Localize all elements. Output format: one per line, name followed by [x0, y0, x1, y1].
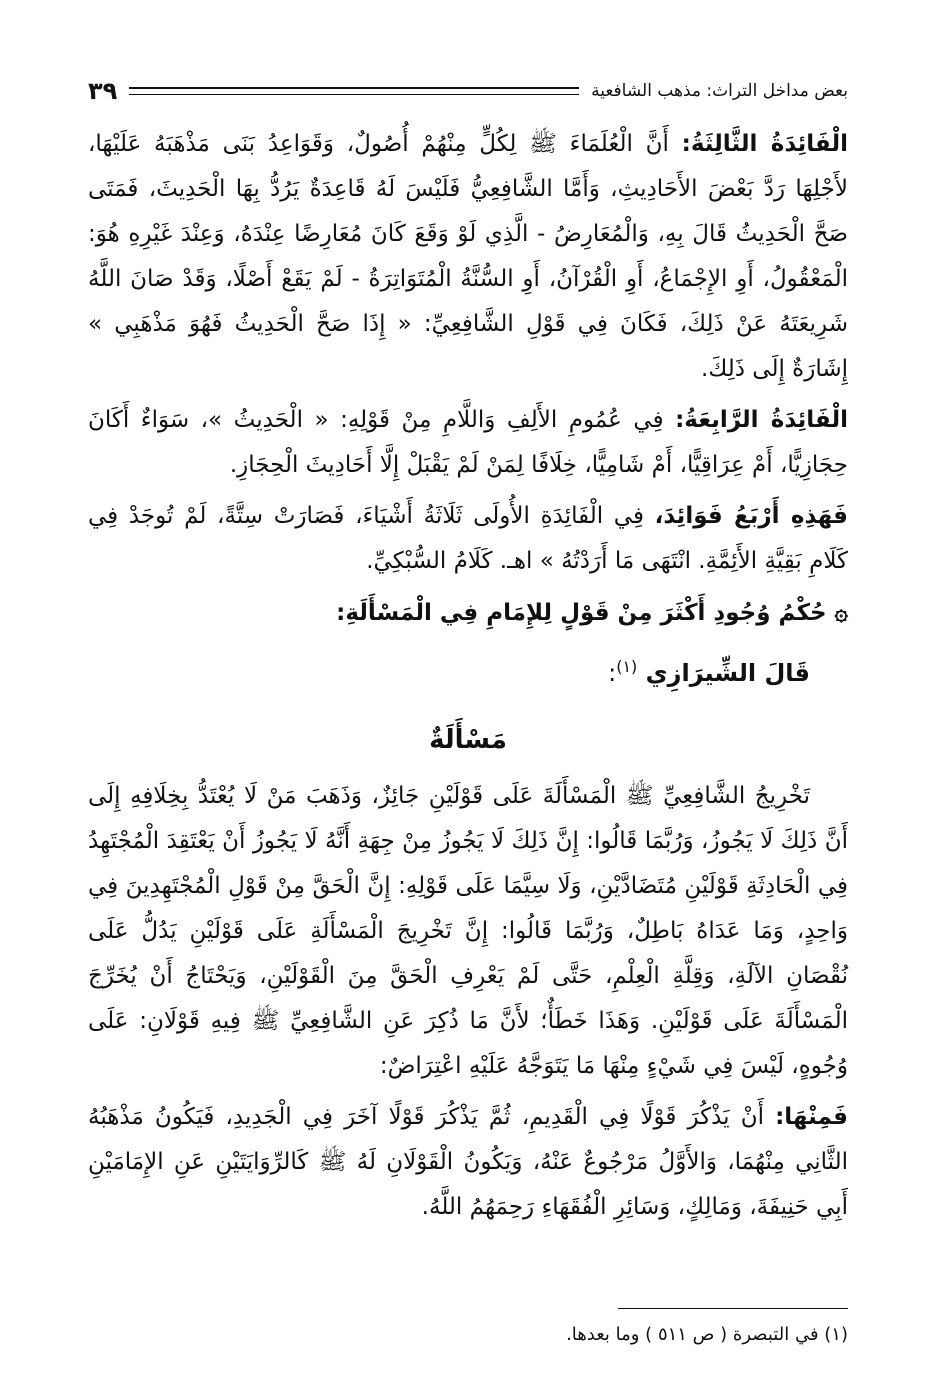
ornament-icon: ۞	[834, 600, 848, 626]
paragraph-fourth-benefit	[88, 398, 848, 488]
header-double-rule	[129, 87, 579, 95]
paragraph-lead: الْفَائِدَةُ الرَّابِعَةُ:	[675, 407, 848, 433]
page-number: ٣٩	[88, 77, 118, 105]
paragraph-first-aspect	[88, 1095, 848, 1230]
section-heading-text: حُكْمُ وُجُودِ أَكْثَرَ مِنْ قَوْلٍ لِلإِمَامِ فِي الْمَسْأَلَةِ:	[336, 600, 827, 626]
paragraph-text: فِي عُمُومِ الأَلِفِ وَاللَّامِ مِنْ قَوْلِهِ: « الْحَدِيثُ »، سَوَاءٌ أَكَانَ حِجَازِيًّا، أَمْ عِرَاقِيًّا، أَمْ شَامِيًّا، خِلَافًا لِمَنْ لَمْ يَقْبَلْ إِلَّا أَحَادِيثَ الْحِجَازِ.	[88, 407, 848, 478]
footnote-separator	[618, 1308, 848, 1309]
attribution-text: قَالَ الشِّيرَازِي	[645, 659, 810, 687]
paragraph-lead: فَمِنْهَا:	[775, 1104, 848, 1130]
paragraph-text: أَنْ يَذْكُرَ قَوْلًا فِي الْقَدِيمِ، ثُمَّ يَذْكُرَ قَوْلًا آخَرَ فِي الْجَدِيدِ، فَيَكُونُ مَذْهَبُهُ الثَّانِي مِنْهُمَا، وَالأَوَّلُ مَرْجُوعٌ عَنْهُ، وَيَكُونُ الْقَوْلَانِ لَهُ ﷺ كَالرِّوَايَتَيْنِ عَنِ الإِمَامَيْنِ أَبِي حَنِيفَةَ، وَمَالِكٍ، وَسَائِرِ الْفُقَهَاءِ رَحِمَهُمُ اللَّهُ.	[88, 1104, 848, 1220]
book-page	[88, 70, 848, 1370]
body-text	[88, 122, 848, 1230]
attribution-colon: :	[608, 659, 617, 687]
running-header	[88, 76, 848, 106]
paragraph-issue-body	[88, 774, 848, 1089]
issue-title: مَسْأَلَةٌ	[429, 725, 507, 755]
running-header-title: بعض مداخل التراث: مذهب الشافعية	[591, 81, 848, 101]
section-heading	[88, 590, 848, 636]
footnote-ref: (١)	[616, 657, 638, 676]
paragraph-text: أَنَّ الْعُلَمَاءَ ﷺ لِكُلٍّ مِنْهُمْ أُصُولٌ، وَقَوَاعِدُ بَنَى مَذْهَبَهُ عَلَيْهَا، لأَجْلِهَا رَدَّ بَعْضَ الأَحَادِيثِ، وَأَمَّا الشَّافِعِيُّ فَلَيْسَ لَهُ قَاعِدَةٌ يَرُدُّ بِهَا الْحَدِيثَ، فَمَتَى صَحَّ الْحَدِيثُ قَالَ بِهِ، وَالْمُعَارِضُ - الَّذِي لَوْ وَقَعَ كَانَ مُعَارِضًا عِنْدَهُ، وَعِنْدَ غَيْرِهِ هُوَ: الْمَعْقُولُ، أَوِ الإِجْمَاعُ، أَوِ الْقُرْآنُ، أَوِ السُّنَّةُ الْمُتَوَاتِرَةُ - لَمْ يَقَعْ أَصْلًا، وَقَدْ صَانَ اللَّهُ شَرِيعَتَهُ عَنْ ذَلِكَ، فَكَانَ فِي قَوْلِ الشَّافِعِيِّ: « إِذَا صَحَّ الْحَدِيثُ فَهُوَ مَذْهَبِي » إِشَارَةٌ إِلَى ذَلِكَ.	[88, 131, 848, 382]
paragraph-text: تَخْرِيجُ الشَّافِعِيِّ ﷺ الْمَسْأَلَةَ عَلَى قَوْلَيْنِ جَائِزٌ، وَذَهَبَ مَنْ لَا يُعْتَدُّ بِخِلَافِهِ إِلَى أَنَّ ذَلِكَ لَا يَجُوزُ، وَرُبَّمَا قَالُوا: إِنَّ ذَلِكَ لَا يَجُوزُ مِنْ جِهَةِ أَنَّهُ لَا يَجُوزُ أَنْ يَعْتَقِدَ الْمُجْتَهِدُ فِي الْحَادِثَةِ قَوْلَيْنِ مُتَضَادَّيْنِ، وَلَا سِيَّمَا عَلَى قَوْلِهِ: إِنَّ الْحَقَّ مِنْ قَوْلِ الْمُجْتَهِدِينَ فِي وَاحِدٍ، وَمَا عَدَاهُ بَاطِلٌ، وَرُبَّمَا قَالُوا: إِنَّ تَخْرِيجَ الْمَسْأَلَةِ عَلَى قَوْلَيْنِ يَدُلُّ عَلَى نُقْصَانِ الآلَةِ، وَقِلَّةِ الْعِلْمِ، حَتَّى لَمْ يَعْرِفِ الْحَقَّ مِنَ الْقَوْلَيْنِ، وَيَحْتَاجُ أَنْ يُخَرِّجَ الْمَسْأَلَةَ عَلَى قَوْلَيْنِ. وَهَذَا خَطَأٌ؛ لأَنَّ مَا ذُكِرَ عَنِ الشَّافِعِيِّ ﷺ فِيهِ قَوْلَانِ: عَلَى وُجُوهٍ، لَيْسَ فِي شَيْءٍ مِنْهَا مَا يَتَوَجَّهُ عَلَيْهِ اعْتِرَاضٌ:	[88, 783, 848, 1079]
paragraph-lead: فَهَذِهِ أَرْبَعُ فَوَائِدَ،	[654, 503, 848, 529]
footnote: (١) في التبصرة ( ص ٥١١ ) وما بعدها.	[566, 1324, 848, 1345]
paragraph-four-benefits-summary	[88, 494, 848, 584]
paragraph-text: فِي الْفَائِدَةِ الأُولَى ثَلَاثَةُ أَشْيَاءَ، فَصَارَتْ سِتَّةً، لَمْ تُوجَدْ فِي كَلَامِ بَقِيَّةِ الأَئِمَّةِ. انْتَهَى مَا أَرَدْتُهُ » اهـ. كَلَامُ السُّبْكِيِّ.	[88, 503, 848, 574]
quote-attribution	[88, 642, 848, 698]
paragraph-lead: الْفَائِدَةُ الثَّالِثَةُ:	[681, 131, 848, 157]
paragraph-third-benefit	[88, 122, 848, 392]
